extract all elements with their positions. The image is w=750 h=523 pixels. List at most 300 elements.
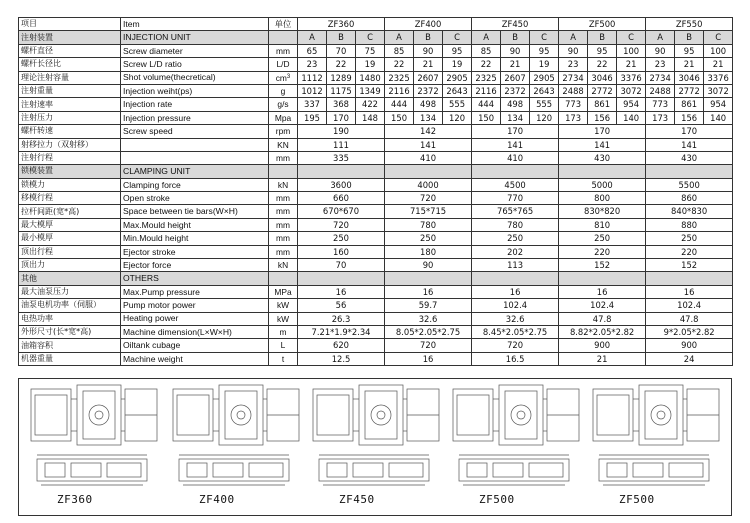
value-cell: 141 (385, 138, 472, 151)
value-cell: 250 (646, 232, 733, 245)
value-cell: 152 (559, 259, 646, 272)
value-cell: 2372 (414, 84, 443, 97)
row-unit: g/s (269, 98, 298, 111)
section-title-cn: 注射装置 (19, 31, 121, 44)
row-label-cn: 注射速率 (19, 98, 121, 111)
value-cell: 800 (559, 192, 646, 205)
section-title-en: OTHERS (121, 272, 269, 285)
model-header: ZF500 (559, 18, 646, 31)
value-cell: 2116 (472, 84, 501, 97)
row-label-cn: 拉杆间距(宽*高) (19, 205, 121, 218)
value-cell: 148 (356, 111, 385, 124)
value-cell: 1289 (327, 71, 356, 84)
value-cell: 3376 (617, 71, 646, 84)
value-cell: 19 (530, 58, 559, 71)
section-title-en: INJECTION UNIT (121, 31, 269, 44)
row-label-en (121, 138, 269, 151)
value-cell: 2607 (501, 71, 530, 84)
section-title-cn: 锁模装置 (19, 165, 121, 178)
value-cell: 120 (443, 111, 472, 124)
value-cell: 134 (501, 111, 530, 124)
value-cell: 900 (646, 339, 733, 352)
value-cell: 75 (356, 44, 385, 57)
row-unit: m (269, 325, 298, 338)
table-row (19, 285, 733, 298)
row-label-en: Oiltank cubage (121, 339, 269, 352)
sub-column-header: B (588, 31, 617, 44)
value-cell: 830*820 (559, 205, 646, 218)
row-label-cn: 电热功率 (19, 312, 121, 325)
value-cell: 410 (385, 151, 472, 164)
value-cell: 70 (327, 44, 356, 57)
sub-column-header: C (443, 31, 472, 44)
value-cell: 3376 (704, 71, 733, 84)
sub-column-header: B (501, 31, 530, 44)
model-header: ZF400 (385, 18, 472, 31)
value-cell: 47.8 (559, 312, 646, 325)
value-cell: 90 (414, 44, 443, 57)
value-cell: 90 (385, 259, 472, 272)
value-cell: 22 (472, 58, 501, 71)
value-cell: 95 (675, 44, 704, 57)
table-row (19, 352, 733, 365)
value-cell: 2372 (501, 84, 530, 97)
row-unit: rpm (269, 125, 298, 138)
value-cell: 2607 (414, 71, 443, 84)
value-cell: 23 (646, 58, 675, 71)
row-label-en: Clamping force (121, 178, 269, 191)
table-row (19, 325, 733, 338)
machine-drawing (27, 379, 161, 515)
value-cell: 56 (298, 299, 385, 312)
value-cell: 16 (385, 352, 472, 365)
value-cell: 810 (559, 218, 646, 231)
value-cell: 156 (675, 111, 704, 124)
row-label-en: Injection rate (121, 98, 269, 111)
value-cell: 8.82*2.05*2.82 (559, 325, 646, 338)
model-header: ZF550 (646, 18, 733, 31)
table-row (19, 205, 733, 218)
row-unit: t (269, 352, 298, 365)
value-cell: 1012 (298, 84, 327, 97)
machine-line-drawing (169, 379, 303, 515)
value-cell: 12.5 (298, 352, 385, 365)
value-cell: 3046 (588, 71, 617, 84)
header-item-cn: 项目 (19, 18, 121, 31)
value-cell: 160 (298, 245, 385, 258)
row-label-en: Injection pressure (121, 111, 269, 124)
value-cell: 498 (501, 98, 530, 111)
machine-drawing-label: ZF360 (57, 493, 93, 506)
value-cell: 2116 (385, 84, 414, 97)
table-row (19, 178, 733, 191)
value-cell: 16.5 (472, 352, 559, 365)
row-label-en: Machine weight (121, 352, 269, 365)
value-cell: 150 (385, 111, 414, 124)
value-cell: 670*670 (298, 205, 385, 218)
value-cell: 3046 (675, 71, 704, 84)
value-cell: 21 (414, 58, 443, 71)
value-cell: 770 (472, 192, 559, 205)
value-cell: 410 (472, 151, 559, 164)
row-label-en: Ejector force (121, 259, 269, 272)
value-cell: 1112 (298, 71, 327, 84)
table-row (19, 84, 733, 97)
value-cell: 150 (472, 111, 501, 124)
value-cell: 111 (298, 138, 385, 151)
value-cell: 100 (617, 44, 646, 57)
spec-table (18, 17, 733, 366)
row-label-en: Machine dimension(L×W×H) (121, 325, 269, 338)
row-unit: Mpa (269, 111, 298, 124)
value-cell: 780 (472, 218, 559, 231)
value-cell: 8.05*2.05*2.75 (385, 325, 472, 338)
value-cell: 21 (704, 58, 733, 71)
value-cell: 368 (327, 98, 356, 111)
row-unit: MPa (269, 285, 298, 298)
value-cell: 32.6 (385, 312, 472, 325)
table-row (19, 98, 733, 111)
value-cell: 9*2.05*2.82 (646, 325, 733, 338)
value-cell: 140 (617, 111, 646, 124)
sub-column-header: A (559, 31, 588, 44)
value-cell: 65 (298, 44, 327, 57)
table-row (19, 232, 733, 245)
model-header: ZF360 (298, 18, 385, 31)
value-cell: 190 (298, 125, 385, 138)
value-cell: 22 (588, 58, 617, 71)
value-cell: 2772 (675, 84, 704, 97)
value-cell: 220 (646, 245, 733, 258)
row-unit: L/D (269, 58, 298, 71)
empty-cell (646, 272, 733, 285)
value-cell: 120 (530, 111, 559, 124)
table-row (19, 138, 733, 151)
value-cell: 95 (588, 44, 617, 57)
empty-cell (472, 272, 559, 285)
value-cell: 1349 (356, 84, 385, 97)
value-cell: 250 (559, 232, 646, 245)
value-cell: 16 (646, 285, 733, 298)
empty-cell (385, 165, 472, 178)
empty-cell (385, 272, 472, 285)
machine-drawing-label: ZF500 (619, 493, 655, 506)
sub-column-header: B (327, 31, 356, 44)
value-cell: 16 (385, 285, 472, 298)
row-label-cn: 顶出行程 (19, 245, 121, 258)
value-cell: 840*830 (646, 205, 733, 218)
sub-column-header: A (472, 31, 501, 44)
value-cell: 2734 (559, 71, 588, 84)
value-cell: 861 (675, 98, 704, 111)
value-cell: 4500 (472, 178, 559, 191)
machine-line-drawing (589, 379, 723, 515)
row-label-cn: 最大模厚 (19, 218, 121, 231)
machine-drawing-label: ZF500 (479, 493, 515, 506)
value-cell: 720 (472, 339, 559, 352)
section-injection-row (19, 31, 733, 44)
value-cell: 170 (327, 111, 356, 124)
value-cell: 2488 (559, 84, 588, 97)
row-label-en: Max.Pump pressure (121, 285, 269, 298)
table-row (19, 192, 733, 205)
row-label-cn: 射移拉力（双射移） (19, 138, 121, 151)
value-cell: 2905 (443, 71, 472, 84)
machine-drawing (589, 379, 723, 515)
row-unit: g (269, 84, 298, 97)
table-row (19, 44, 733, 57)
value-cell: 2905 (530, 71, 559, 84)
value-cell: 954 (704, 98, 733, 111)
table-row (19, 312, 733, 325)
value-cell: 422 (356, 98, 385, 111)
value-cell: 773 (646, 98, 675, 111)
section-title-cn: 其他 (19, 272, 121, 285)
value-cell: 16 (298, 285, 385, 298)
row-label-cn: 油泵电机功率（伺服） (19, 299, 121, 312)
header-unit: 单位 (269, 18, 298, 31)
value-cell: 250 (472, 232, 559, 245)
row-label-en (121, 151, 269, 164)
table-row (19, 71, 733, 84)
value-cell: 170 (472, 125, 559, 138)
machine-drawing (449, 379, 583, 515)
header-row (19, 18, 733, 31)
machine-drawing-label: ZF400 (199, 493, 235, 506)
value-cell: 337 (298, 98, 327, 111)
empty-cell (269, 165, 298, 178)
value-cell: 21 (617, 58, 646, 71)
value-cell: 8.45*2.05*2.75 (472, 325, 559, 338)
table-row (19, 111, 733, 124)
row-label-cn: 最大油泵压力 (19, 285, 121, 298)
value-cell: 2772 (588, 84, 617, 97)
section-title-en: CLAMPING UNIT (121, 165, 269, 178)
empty-cell (298, 272, 385, 285)
value-cell: 113 (472, 259, 559, 272)
value-cell: 141 (646, 138, 733, 151)
value-cell: 173 (559, 111, 588, 124)
value-cell: 59.7 (385, 299, 472, 312)
value-cell: 102.4 (472, 299, 559, 312)
value-cell: 1480 (356, 71, 385, 84)
value-cell: 5500 (646, 178, 733, 191)
value-cell: 21 (675, 58, 704, 71)
row-label-cn: 顶出力 (19, 259, 121, 272)
value-cell: 880 (646, 218, 733, 231)
sub-column-header: B (414, 31, 443, 44)
value-cell: 720 (385, 192, 472, 205)
value-cell: 720 (385, 339, 472, 352)
model-header: ZF450 (472, 18, 559, 31)
row-label-en: Screw speed (121, 125, 269, 138)
spec-sheet (18, 17, 732, 366)
row-label-cn: 注射压力 (19, 111, 121, 124)
value-cell: 22 (385, 58, 414, 71)
value-cell: 85 (472, 44, 501, 57)
row-unit: L (269, 339, 298, 352)
unit-superscript: 3 (286, 73, 291, 80)
value-cell: 4000 (385, 178, 472, 191)
row-label-en: Ejector stroke (121, 245, 269, 258)
row-unit: mm (269, 151, 298, 164)
value-cell: 195 (298, 111, 327, 124)
value-cell: 47.8 (646, 312, 733, 325)
value-cell: 3600 (298, 178, 385, 191)
value-cell: 102.4 (559, 299, 646, 312)
empty-cell (472, 165, 559, 178)
value-cell: 555 (530, 98, 559, 111)
empty-cell (646, 165, 733, 178)
row-unit: KN (269, 138, 298, 151)
row-unit: mm (269, 232, 298, 245)
value-cell: 2325 (385, 71, 414, 84)
row-label-cn: 移模行程 (19, 192, 121, 205)
value-cell: 720 (298, 218, 385, 231)
value-cell: 19 (443, 58, 472, 71)
value-cell: 860 (646, 192, 733, 205)
row-unit: kW (269, 312, 298, 325)
value-cell: 3072 (704, 84, 733, 97)
value-cell: 2643 (530, 84, 559, 97)
value-cell: 220 (559, 245, 646, 258)
value-cell: 180 (385, 245, 472, 258)
row-label-en: Screw L/D ratio (121, 58, 269, 71)
table-row (19, 259, 733, 272)
value-cell: 142 (385, 125, 472, 138)
row-label-en: Max.Mould height (121, 218, 269, 231)
empty-cell (559, 272, 646, 285)
value-cell: 170 (559, 125, 646, 138)
row-label-en: Open stroke (121, 192, 269, 205)
table-row (19, 245, 733, 258)
value-cell: 156 (588, 111, 617, 124)
value-cell: 140 (704, 111, 733, 124)
sub-column-header: C (617, 31, 646, 44)
table-row (19, 58, 733, 71)
empty-cell (269, 31, 298, 44)
row-label-en: Shot volume(thecretical) (121, 71, 269, 84)
value-cell: 7.21*1.9*2.34 (298, 325, 385, 338)
value-cell: 2643 (443, 84, 472, 97)
empty-cell (559, 165, 646, 178)
value-cell: 3072 (617, 84, 646, 97)
empty-cell (298, 165, 385, 178)
value-cell: 16 (559, 285, 646, 298)
value-cell: 21 (501, 58, 530, 71)
value-cell: 134 (414, 111, 443, 124)
machine-drawing (309, 379, 443, 515)
value-cell: 152 (646, 259, 733, 272)
table-row (19, 125, 733, 138)
row-label-cn: 螺杆转速 (19, 125, 121, 138)
row-label-en: Space between tie bars(W×H) (121, 205, 269, 218)
value-cell: 85 (385, 44, 414, 57)
machine-drawings-panel (18, 378, 732, 516)
row-label-cn: 外形尺寸(长*宽*高) (19, 325, 121, 338)
row-unit: kN (269, 259, 298, 272)
row-label-cn: 注射重量 (19, 84, 121, 97)
value-cell: 715*715 (385, 205, 472, 218)
row-unit: kN (269, 178, 298, 191)
value-cell: 90 (559, 44, 588, 57)
value-cell: 498 (414, 98, 443, 111)
row-label-en: Heating power (121, 312, 269, 325)
value-cell: 780 (385, 218, 472, 231)
sub-column-header: A (298, 31, 327, 44)
row-unit: $cm^3$ (269, 71, 298, 84)
value-cell: 170 (646, 125, 733, 138)
value-cell: 660 (298, 192, 385, 205)
value-cell: 21 (559, 352, 646, 365)
value-cell: 141 (559, 138, 646, 151)
row-unit: mm (269, 192, 298, 205)
value-cell: 23 (559, 58, 588, 71)
value-cell: 22 (327, 58, 356, 71)
value-cell: 861 (588, 98, 617, 111)
value-cell: 765*765 (472, 205, 559, 218)
sub-column-header: B (675, 31, 704, 44)
value-cell: 173 (646, 111, 675, 124)
value-cell: 141 (472, 138, 559, 151)
value-cell: 100 (704, 44, 733, 57)
row-label-en: Pump motor power (121, 299, 269, 312)
row-unit: kW (269, 299, 298, 312)
value-cell: 773 (559, 98, 588, 111)
table-row (19, 218, 733, 231)
value-cell: 444 (385, 98, 414, 111)
empty-cell (269, 272, 298, 285)
value-cell: 102.4 (646, 299, 733, 312)
sub-column-header: A (646, 31, 675, 44)
machine-drawing-label: ZF450 (339, 493, 375, 506)
machine-drawing (169, 379, 303, 515)
value-cell: 555 (443, 98, 472, 111)
value-cell: 95 (443, 44, 472, 57)
section-others-row (19, 272, 733, 285)
value-cell: 24 (646, 352, 733, 365)
value-cell: 202 (472, 245, 559, 258)
row-label-cn: 注射行程 (19, 151, 121, 164)
row-unit: mm (269, 205, 298, 218)
row-label-cn: 螺杆直径 (19, 44, 121, 57)
table-row (19, 299, 733, 312)
section-clamping-row (19, 165, 733, 178)
value-cell: 250 (385, 232, 472, 245)
sub-column-header: C (356, 31, 385, 44)
value-cell: 1175 (327, 84, 356, 97)
sub-column-header: C (704, 31, 733, 44)
value-cell: 900 (559, 339, 646, 352)
value-cell: 430 (646, 151, 733, 164)
machine-line-drawing (309, 379, 443, 515)
sub-column-header: A (385, 31, 414, 44)
value-cell: 70 (298, 259, 385, 272)
value-cell: 26.3 (298, 312, 385, 325)
value-cell: 90 (501, 44, 530, 57)
table-row (19, 339, 733, 352)
value-cell: 430 (559, 151, 646, 164)
value-cell: 95 (530, 44, 559, 57)
value-cell: 2488 (646, 84, 675, 97)
value-cell: 23 (298, 58, 327, 71)
row-unit: mm (269, 218, 298, 231)
value-cell: 620 (298, 339, 385, 352)
value-cell: 444 (472, 98, 501, 111)
value-cell: 19 (356, 58, 385, 71)
value-cell: 250 (298, 232, 385, 245)
row-label-cn: 螺杆长径比 (19, 58, 121, 71)
